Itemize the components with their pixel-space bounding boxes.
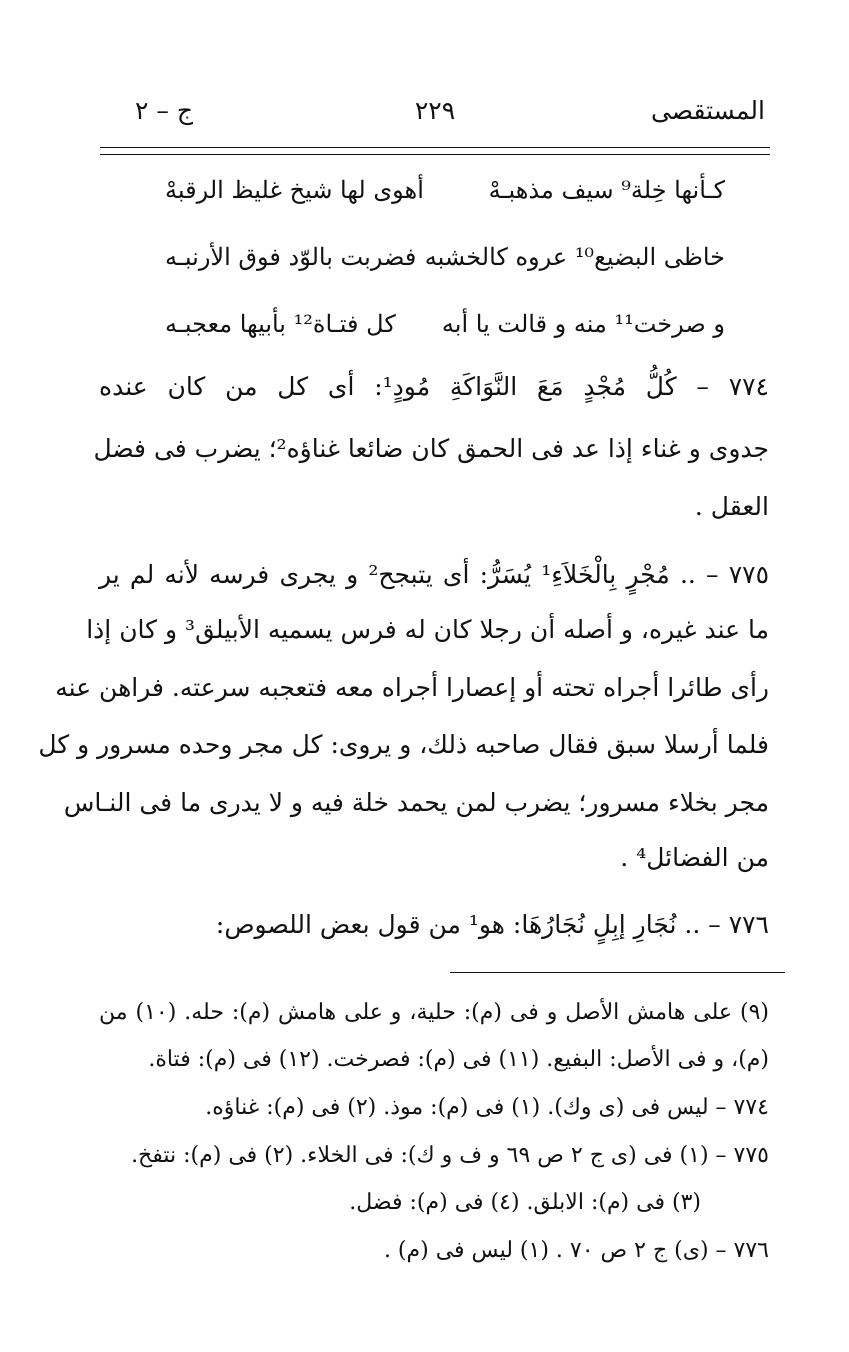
entry-775-line: من الفضائل⁴ . <box>620 843 769 872</box>
verse-hemistich-first: خاظى البضيع¹⁰ عروه كالخشبه <box>424 243 725 271</box>
footnote-line: (٩) على هامش الأصل و فى (م): حلية، و على هامش (م): حله. (١٠) من <box>99 1000 770 1025</box>
footnote-line: (م)، و فى الأصل: البفيع. (١١) فى (م): فصرخت. (١٢) فى (م): فتاة. <box>148 1047 769 1072</box>
running-header <box>105 90 765 132</box>
entry-775-line: رأى طائرا أجراه تحته أو إعصارا أجراه معه فتعجبه سرعته. فراهن عنه <box>55 673 769 702</box>
entry-775-line: ما عند غيره، و أصله أن رجلا كان له فرس يسميه الأبيلق³ و كان إذا <box>86 615 769 644</box>
book-title: المستقصى <box>650 96 765 125</box>
footnote-line: ٧٧٤ – ليس فى (ى وك). (١) فى (م): موذ. (٢) فى (م): غناؤه. <box>205 1095 769 1120</box>
footnote-separator <box>450 972 785 973</box>
verse-hemistich-first: كـأنها خِلة⁹ سيف مذهبـهْ <box>488 176 725 204</box>
page-number: ٢٢٩ <box>414 96 456 125</box>
volume-label: ج – ٢ <box>135 96 193 125</box>
header-rule-double <box>100 154 770 155</box>
verse-hemistich-second: كل فتـاة¹² بأبيها معجبـه <box>165 310 396 338</box>
entry-775-line: ٧٧٥ – .. مُجْرٍ بِالْخَلاَءِ¹ يُسَرُّ: أى يتبجح² و يجرى فرسه لأنه لم ير <box>99 560 770 589</box>
verse-hemistich-second: فضربت بالوّد فوق الأرنبـه <box>165 243 417 271</box>
entry-774-line: جدوى و غناء إذا عد فى الحمق كان ضائعا غناؤه²؛ يضرب فى فضل <box>93 434 769 463</box>
footnote-line: ٧٧٥ – (١) فى (ى ج ٢ ص ٦٩ و ف و ك): فى الخلاء. (٢) فى (م): نتفخ. <box>131 1143 769 1168</box>
entry-775-line: مجر بخلاء مسرور؛ يضرب لمن يحمد خلة فيه و لا يدرى ما فى النـاس <box>63 788 769 817</box>
entry-774-line: ٧٧٤ – كُلُّ مُجْدٍ مَعَ النَّوَاكَةِ مُودٍ¹: أى كل من كان عنده <box>99 372 769 401</box>
verse-line <box>150 294 725 354</box>
verse-hemistich-second: أهوى لها شيخ غليظ الرقبهْ <box>165 176 424 204</box>
entry-776-line: ٧٧٦ – .. نُجَارِ إبِلٍ نُجَارُهَا: هو¹ من قول بعض اللصوص: <box>215 910 769 939</box>
verse-hemistich-first: و صرخت¹¹ منه و قالت يا أبه <box>441 310 725 338</box>
entry-774-line: العقل . <box>694 492 769 521</box>
footnote-line: ٧٧٦ – (ى) ج ٢ ص ٧٠ . (١) ليس فى (م) . <box>383 1238 769 1263</box>
header-rule <box>100 147 770 148</box>
footnote-line: (٣) فى (م): الابلق. (٤) فى (م): فضل. <box>349 1190 701 1215</box>
entry-775-line: فلما أرسلا سبق فقال صاحبه ذلك، و يروى: كل مجر وحده مسرور و كل <box>38 730 769 759</box>
verse-line <box>150 227 725 287</box>
verse-line <box>150 160 725 220</box>
